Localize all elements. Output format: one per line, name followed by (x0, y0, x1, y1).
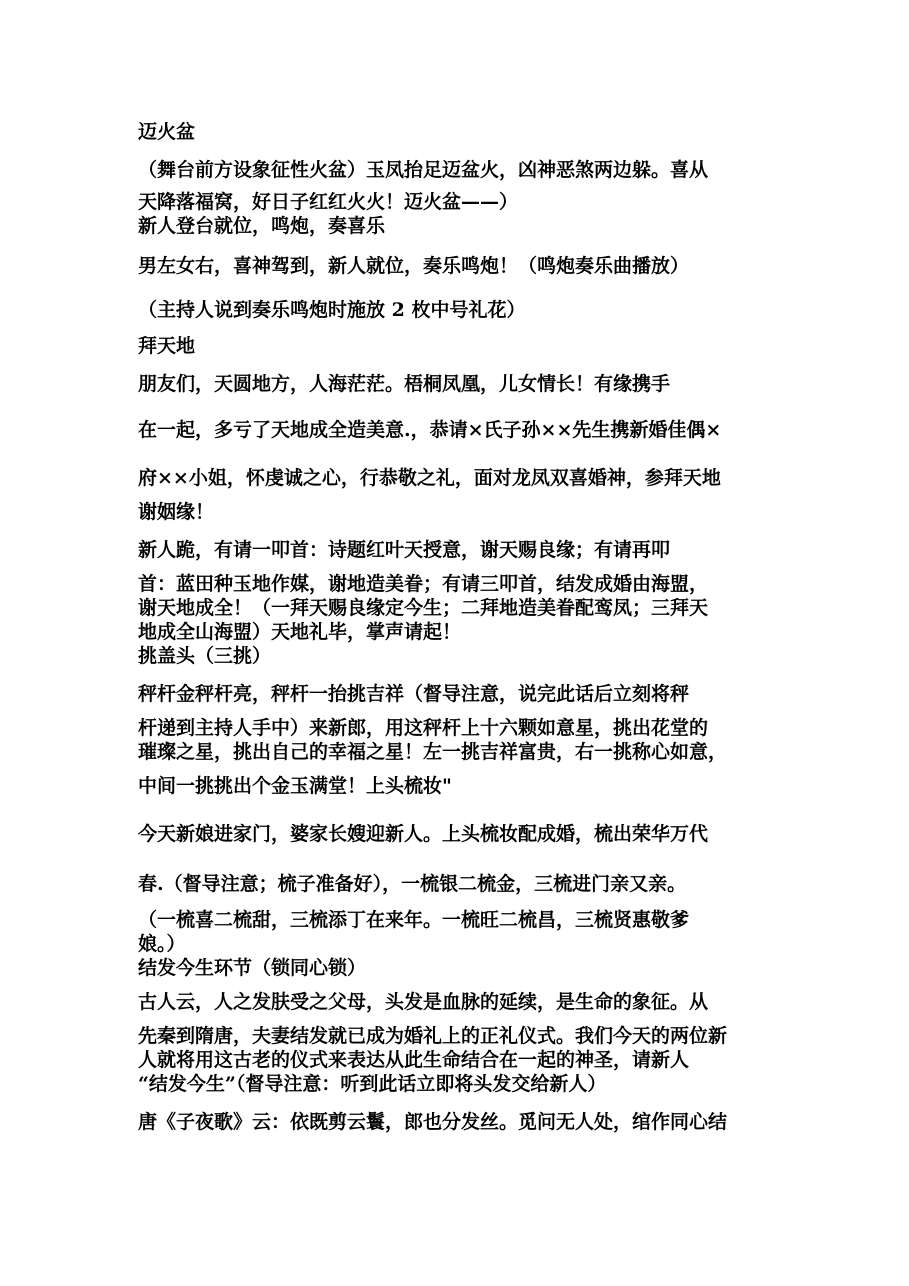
text-line: 人就将用这古老的仪式来表达从此生命结合在一起的神圣，请新人 (138, 1049, 690, 1071)
heading-tie-hair: 结发今生环节（锁同心锁） (138, 957, 367, 979)
text-line: 秤杆金秤杆亮，秤杆一抬挑吉祥（督导注意，说完此话后立刻将秤 (138, 683, 690, 705)
text-line: （一梳喜二梳甜，三梳添丁在来年。一梳旺二梳昌，三梳贤惠敬爹 (138, 909, 690, 931)
text-line: 朋友们，天圆地方，人海茫茫。梧桐凤凰，儿女情长！有缘携手 (138, 373, 671, 395)
text-line: 娘。） (138, 933, 186, 955)
heading-step-over-fire: 迈火盆 (138, 121, 196, 143)
text-line: 中间一挑挑出个金玉满堂！上头梳妆" (138, 775, 452, 797)
text-line: 先秦到隋唐，夫妻结发就已成为婚礼上的正礼仪式。我们今天的两位新 (138, 1025, 728, 1047)
text-line: 谢天地成全！（一拜天赐良缘定今生；二拜地造美眷配鸾凤；三拜天 (138, 597, 709, 619)
text-line: 杆递到主持人手中）来新郎，用这秤杆上十六颗如意星，挑出花堂的 (138, 717, 709, 739)
text-line: 璀璨之星，挑出自己的幸福之星！左一挑吉祥富贵，右一挑称心如意， (138, 741, 728, 763)
text-line: 春.（督导注意；梳子准备好），一梳银二梳金，三梳进门亲又亲。 (138, 873, 687, 895)
text-line: 府××小姐，怀虔诚之心，行恭敬之礼，面对龙凤双喜婚神，参拜天地 (138, 467, 721, 489)
text-line: 首：蓝田种玉地作媒，谢地造美眷；有请三叩首，结发成婚由海盟， (138, 573, 709, 595)
text-line: 在一起，多亏了天地成全造美意.，恭请×氏子孙××先生携新婚佳偶× (138, 419, 722, 441)
text-line: 男左女右，喜神驾到，新人就位，奏乐鸣炮！（鸣炮奏乐曲播放） (138, 255, 690, 277)
text-line: 天降落福窝，好日子红红火火！迈火盆——） (138, 191, 519, 213)
heading-couple-take-stage: 新人登台就位，鸣炮，奏喜乐 (138, 215, 386, 237)
heading-lift-veil: 挑盖头（三挑） (138, 645, 272, 667)
text-line: 新人跪，有请一叩首：诗题红叶天授意，谢天赐良缘；有请再叩 (138, 539, 671, 561)
heading-worship-heaven-earth: 拜天地 (138, 335, 196, 357)
text-line: 唐《子夜歌》云：依既剪云鬟，郎也分发丝。觅问无人处，绾作同心结 (138, 1111, 728, 1133)
text-line: 今天新娘进家门，婆家长嫂迎新人。上头梳妆配成婚，梳出荣华万代 (138, 823, 709, 845)
text-line: （舞台前方设象征性火盆）玉凤抬足迈盆火，凶神恶煞两边躲。喜从 (138, 159, 709, 181)
text-line: “结发今生”（督导注意：听到此话立即将头发交给新人） (138, 1073, 607, 1095)
text-line: （主持人说到奏乐鸣炮时施放 2 枚中号礼花） (138, 299, 526, 321)
text-line: 古人云，人之发肤受之父母，头发是血脉的延续，是生命的象征。从 (138, 991, 709, 1013)
text-line: 谢姻缘！ (138, 501, 215, 523)
text-line: 地成全山海盟）天地礼毕，掌声请起！ (138, 621, 462, 643)
